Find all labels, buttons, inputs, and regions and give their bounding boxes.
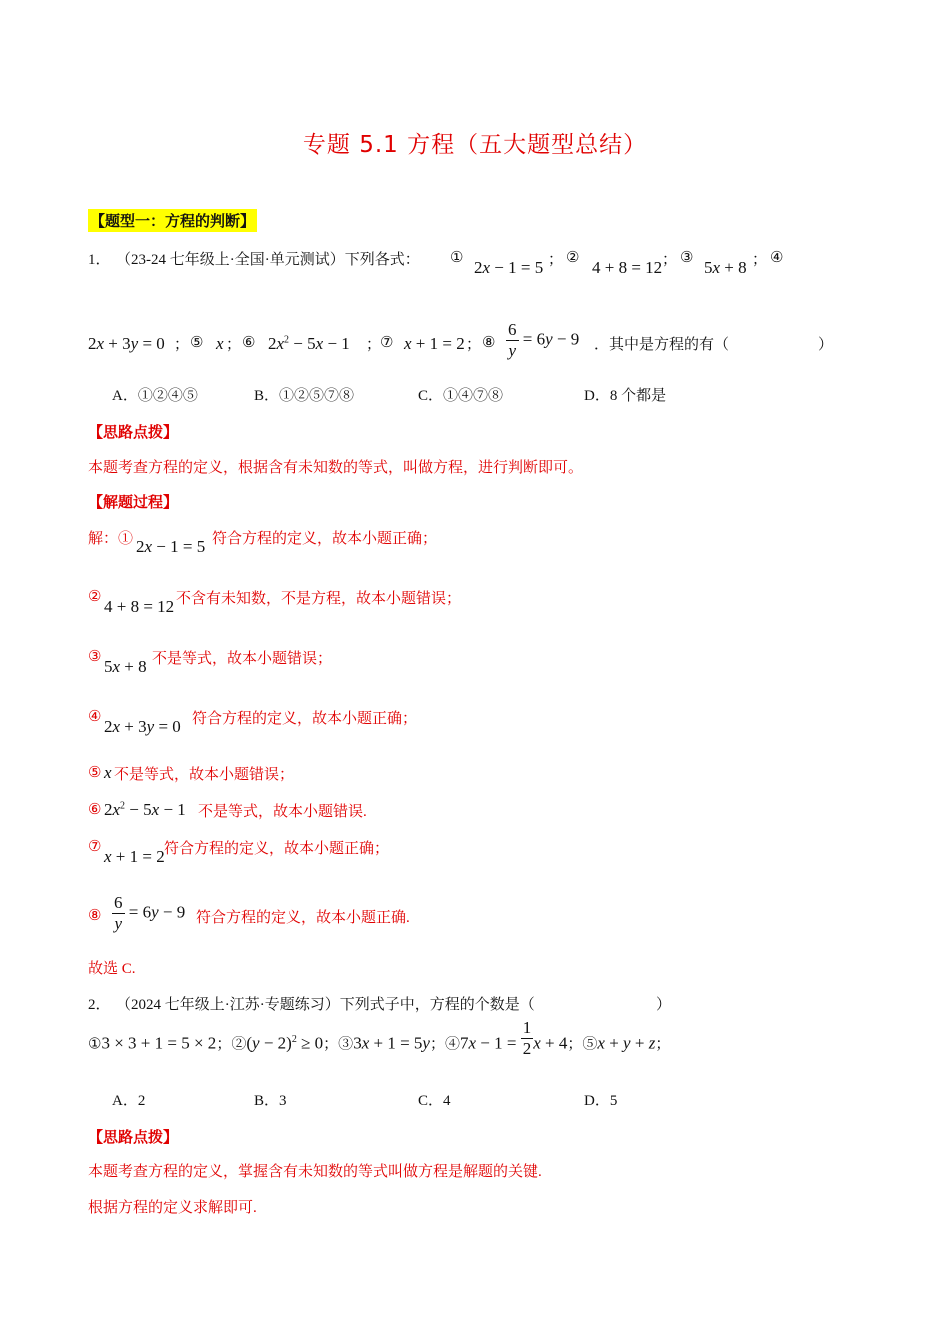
sol-expr-7: x + 1 = 2 [104,847,165,866]
q2-close-paren: ） [656,997,672,1013]
sol-expr-5: x [104,763,112,782]
q1-expr-4: 2x + 3y = 0 [88,334,165,353]
sol-text-5: 不是等式，故本小题错误； [114,767,295,783]
q1-circle-1: ① [450,250,464,266]
sol-expr-8: $\frac{6}{y}$ = 6y − 9 [114,893,186,933]
q1-hint-label: 【思路点拨】 [88,423,179,441]
q1-sep-6: ； [366,337,382,353]
sol-text-6: 不是等式，故本小题错误. [198,804,367,820]
q2-sep-3: ； [429,1036,445,1053]
q2-circle-1: ① [88,1036,102,1053]
q2-number: 2． [88,997,111,1013]
sol-expr-6: $2x^2 - 5x - 1$ [104,800,186,819]
q1-expr-3: 5x + 8 [704,258,747,277]
q1-expr-7: x + 1 = 2 [404,334,465,353]
q1-close-paren: ） [818,337,834,353]
sol-circle-7: ⑦ [88,839,102,855]
q2-hint-text-2: 根据方程的定义求解即可. [88,1200,257,1216]
sol-circle-6: ⑥ [88,802,102,818]
q1-sep-3: ； [752,252,768,268]
section-header: 【题型一：方程的判断】 [88,209,257,232]
sol-text-7: 符合方程的定义，故本小题正确； [164,841,390,857]
q1-sep-2: ； [662,252,678,268]
sol-circle-3: ③ [88,649,102,665]
q2-sep-4: ； [567,1036,583,1053]
q1-circle-3: ③ [680,250,694,266]
q1-sep-1: ； [548,252,564,268]
q1-expr-1: 2x − 1 = 5 [474,258,544,277]
q2-hint-text-1: 本题考查方程的定义，掌握含有未知数的等式叫做方程是解题的关键. [88,1164,542,1180]
q2-option-c: C．4 [418,1093,451,1109]
q2-option-d: D．5 [584,1093,618,1109]
q2-circle-4: ④ [444,1036,460,1053]
q1-hint-text: 本题考查方程的定义，根据含有未知数的等式，叫做方程，进行判断即可。 [88,460,584,476]
q2-option-b: B．3 [254,1093,287,1109]
page-title: 专题 5.1 方程（五大题型总结） [302,132,648,158]
q1-answer: 故选 C. [88,961,136,977]
q1-option-a: A．①②④⑤ [112,388,198,404]
q1-source: （23-24 七年级上·全国·单元测试）下列各式： [116,252,420,268]
q1-circle-5: ⑤ [190,335,204,351]
q2-sep-1: ； [216,1036,232,1053]
sol-text-1: 符合方程的定义，故本小题正确； [212,531,438,547]
sol-circle-4: ④ [88,709,102,725]
q2-circle-5: ⑤ [582,1036,598,1053]
sol-expr-4: 2x + 3y = 0 [104,717,181,736]
q2-source: （2024 七年级上·江苏·专题练习）下列式子中，方程的个数是（ [116,997,535,1013]
sol-text-2: 不含有未知数，不是方程，故本小题错误； [176,591,462,607]
sol-text-8: 符合方程的定义，故本小题正确. [196,910,410,926]
q1-sep-7: ； [466,337,482,353]
sol-expr-1: 2x − 1 = 5 [136,537,206,556]
q1-circle-4: ④ [770,250,784,266]
q2-sep-2: ； [323,1036,339,1053]
q2-option-a: A．2 [112,1093,146,1109]
sol-text-4: 符合方程的定义，故本小题正确； [192,711,418,727]
q1-option-c: C．①④⑦⑧ [418,388,504,404]
q1-solution-label: 【解题过程】 [88,493,179,511]
q2-hint-label: 【思路点拨】 [88,1128,179,1146]
q1-expr-2: 4 + 8 = 12 [592,258,663,277]
q2-expressions: ①3 × 3 + 1 = 5 × 2；②(y − 2)$^2$ ≥ 0；③3x + 1 = 5y；④7x − 1 = $\frac{1}{2}$ x + 4；⑤x + y + z； [88,1018,671,1058]
q1-tail: ．其中是方程的有（ [594,337,730,353]
q1-option-d: D．8 个都是 [584,388,667,404]
q1-circle-2: ② [566,250,580,266]
q2-circle-3: ③ [338,1036,354,1053]
q1-expr-5: x [216,334,224,353]
q2-sep-5: ； [655,1036,671,1053]
q1-circle-7: ⑦ [380,335,394,351]
sol-text-3: 不是等式，故本小题错误； [152,651,333,667]
sol-circle-8: ⑧ [88,908,102,924]
q1-expr-6: $2x^2 - 5x - 1$ [268,334,350,353]
q1-sep-4: ； [174,337,190,353]
q1-sol-prefix: 解：① [88,531,134,547]
q2-circle-2: ② [231,1036,247,1053]
q1-expr-8: $\frac{6}{y}$ = 6y − 9 [508,320,580,360]
q1-circle-6: ⑥ [242,335,256,351]
q1-number: 1． [88,252,111,268]
sol-circle-2: ② [88,589,102,605]
q1-option-b: B．①②⑤⑦⑧ [254,388,355,404]
sol-expr-3: 5x + 8 [104,657,147,676]
q1-circle-8: ⑧ [482,335,496,351]
q1-sep-5: ； [226,337,242,353]
sol-circle-5: ⑤ [88,765,102,781]
sol-expr-2: 4 + 8 = 12 [104,597,175,616]
